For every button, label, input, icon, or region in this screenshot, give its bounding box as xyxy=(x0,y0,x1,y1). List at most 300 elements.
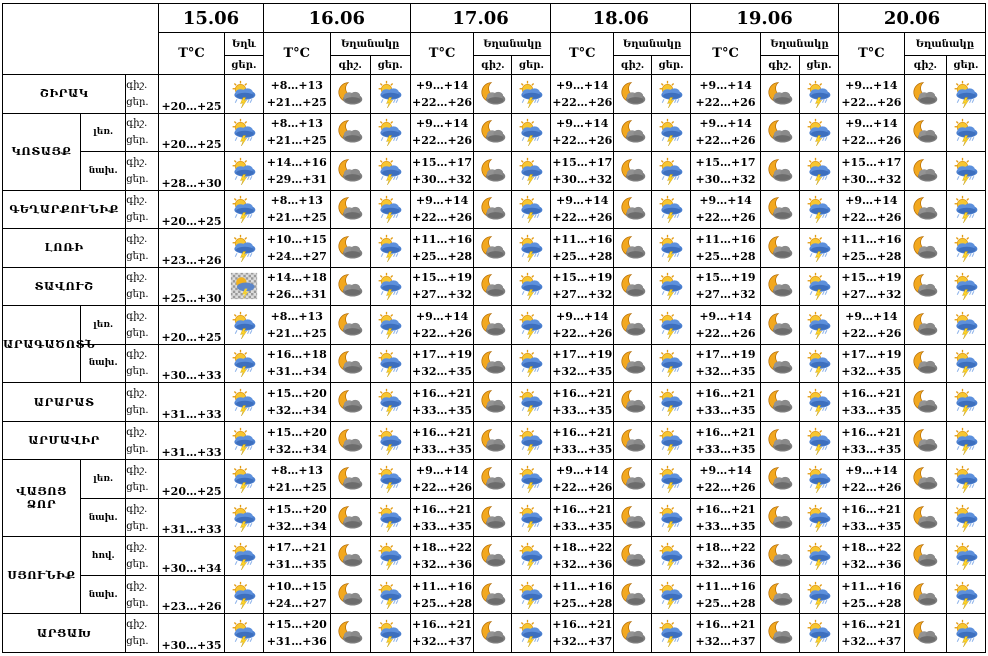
period-labels xyxy=(126,383,159,422)
weather-icon-cell xyxy=(946,113,985,152)
weather-icon-cell xyxy=(614,75,652,114)
night-cloud-icon xyxy=(474,581,511,609)
weather-icon-cell xyxy=(946,344,985,383)
weather-icon-cell xyxy=(652,190,691,229)
weather-icon-cell xyxy=(799,498,838,537)
night-temp: +15…+20 xyxy=(266,425,327,439)
temp-range-cell xyxy=(839,614,905,653)
day-temp: +25…+28 xyxy=(412,249,473,263)
night-temp: +11…+16 xyxy=(695,232,756,246)
weather-icon-cell xyxy=(760,460,799,499)
night-cloud-icon xyxy=(474,619,511,647)
night-temp: +17…+19 xyxy=(412,348,473,362)
period-labels xyxy=(126,614,159,653)
weather-header: Եղանակը xyxy=(474,33,551,56)
day-temp: +21…+25 xyxy=(266,134,327,148)
weather-icon-cell xyxy=(799,267,838,306)
weather-icon-cell xyxy=(652,460,691,499)
day-storm-icon xyxy=(947,349,985,377)
temp-range-cell xyxy=(691,190,761,229)
weather-icon-cell xyxy=(904,306,946,345)
weather-icon-cell xyxy=(370,421,410,460)
date-header: 18.06 xyxy=(551,4,691,33)
night-label: գիշ. xyxy=(126,580,148,592)
night-label: գիշ. xyxy=(126,233,148,245)
subregion-label: լեռ. xyxy=(81,113,126,152)
weather-header: Եղանակը xyxy=(760,33,838,56)
day-temp: +32…+35 xyxy=(412,365,473,379)
period-labels xyxy=(126,537,159,576)
weather-icon-cell xyxy=(614,190,652,229)
weather-icon-cell xyxy=(760,306,799,345)
table-row xyxy=(3,383,986,422)
weather-icon-cell xyxy=(330,460,370,499)
temp-range-cell xyxy=(263,306,330,345)
night-temp: +9…+14 xyxy=(415,309,469,323)
day-storm-icon xyxy=(947,388,985,416)
day-storm-icon xyxy=(225,542,263,570)
weather-icon-cell xyxy=(614,267,652,306)
weather-icon-cell xyxy=(799,421,838,460)
day-storm-icon xyxy=(371,80,410,108)
table-row xyxy=(3,75,986,114)
day-temp: +22…+26 xyxy=(841,211,902,225)
weather-icon-cell xyxy=(224,75,263,114)
night-label: գիշ. xyxy=(126,465,148,477)
weather-icon-cell xyxy=(946,498,985,537)
weather-icon-cell xyxy=(512,460,551,499)
day-temp: +22…+26 xyxy=(841,95,902,109)
day-temp: +30…+32 xyxy=(552,172,613,186)
day-storm-icon xyxy=(371,388,410,416)
weather-icon-cell xyxy=(330,267,370,306)
temp-range-cell xyxy=(410,383,474,422)
weather-icon-cell xyxy=(904,344,946,383)
night-cloud-icon xyxy=(905,234,946,262)
temp-range-cell xyxy=(691,267,761,306)
day-storm-icon xyxy=(512,542,550,570)
temp-range-cell xyxy=(551,229,614,268)
temp-range-cell xyxy=(410,344,474,383)
day-temp: +25…+28 xyxy=(841,596,902,610)
table-row xyxy=(3,190,986,229)
temp-range-cell xyxy=(551,498,614,537)
weather-icon-cell xyxy=(614,614,652,653)
temp-range-cell: +30…+34 xyxy=(159,537,225,576)
temp-range-cell xyxy=(410,229,474,268)
night-cloud-icon xyxy=(905,80,946,108)
period-labels xyxy=(126,575,159,614)
temp-range-cell xyxy=(263,498,330,537)
weather-icon-cell xyxy=(330,614,370,653)
weather-icon-cell xyxy=(799,344,838,383)
temp-range-cell xyxy=(551,575,614,614)
temp-range-cell xyxy=(839,383,905,422)
period-labels xyxy=(126,229,159,268)
day-temp: +26…+31 xyxy=(266,288,327,302)
night-temp: +16…+21 xyxy=(412,387,473,401)
temp-range-cell xyxy=(551,267,614,306)
night-temp: +9…+14 xyxy=(699,78,752,92)
temp-range-cell: +30…+33 xyxy=(159,344,225,383)
day-storm-icon xyxy=(225,195,263,223)
day-temp: +25…+28 xyxy=(552,596,613,610)
weather-icon-cell xyxy=(330,537,370,576)
weather-icon-cell xyxy=(512,421,551,460)
table-row xyxy=(3,344,986,383)
weather-icon-cell xyxy=(330,113,370,152)
day-temp: +25…+28 xyxy=(552,249,613,263)
day-temp: +33…+35 xyxy=(412,442,473,456)
day-label: ցեր. xyxy=(126,327,149,339)
weather-icon-cell xyxy=(370,344,410,383)
night-cloud-icon xyxy=(614,311,651,339)
day-label: ցեր. xyxy=(126,135,149,147)
temp-range-cell xyxy=(410,575,474,614)
temp-range-cell xyxy=(691,113,761,152)
day-temp: +21…+25 xyxy=(266,326,327,340)
weather-icon-cell xyxy=(652,537,691,576)
temp-range-cell xyxy=(551,614,614,653)
day-temp: +33…+35 xyxy=(841,442,902,456)
night-temp: +11…+16 xyxy=(412,579,473,593)
temp-range-cell xyxy=(691,306,761,345)
night-cloud-icon xyxy=(474,234,511,262)
weather-icon-cell xyxy=(370,614,410,653)
day-storm-icon xyxy=(947,195,985,223)
temp-range-cell xyxy=(839,344,905,383)
night-cloud-icon xyxy=(761,349,799,377)
weather-icon-cell xyxy=(904,383,946,422)
temp-range-cell: +20…+25 xyxy=(159,190,225,229)
weather-icon-cell xyxy=(760,113,799,152)
day-temp: +32…+37 xyxy=(552,635,613,649)
day-header: ցեր. xyxy=(652,56,691,75)
day-storm-icon xyxy=(652,581,690,609)
region-name: ԱՐԱԳԱԾՈՏՆ xyxy=(3,306,81,383)
weather-icon-cell xyxy=(330,344,370,383)
table-row xyxy=(3,152,986,191)
day-storm-icon xyxy=(512,465,550,493)
weather-icon-cell xyxy=(904,113,946,152)
subregion-label: նախ. xyxy=(81,344,126,383)
night-label: գիշ. xyxy=(126,619,148,631)
night-temp: +9…+14 xyxy=(845,464,898,478)
weather-icon-cell xyxy=(370,267,410,306)
night-temp: +17…+19 xyxy=(841,348,902,362)
day-storm-icon xyxy=(371,504,410,532)
weather-icon-cell xyxy=(799,537,838,576)
weather-icon-cell xyxy=(370,306,410,345)
weather-icon-cell xyxy=(904,460,946,499)
night-temp: +11…+16 xyxy=(552,232,613,246)
weather-icon-cell xyxy=(760,421,799,460)
night-cloud-icon xyxy=(474,349,511,377)
day-temp: +30…+32 xyxy=(695,172,756,186)
temp-range-cell xyxy=(410,75,474,114)
night-cloud-icon xyxy=(474,427,511,455)
day-storm-icon xyxy=(947,619,985,647)
weather-icon-cell xyxy=(652,229,691,268)
night-cloud-icon xyxy=(761,80,799,108)
night-temp: +15…+20 xyxy=(266,618,327,632)
weather-icon-cell xyxy=(370,575,410,614)
temp-range-cell xyxy=(551,113,614,152)
table-row xyxy=(3,267,986,306)
weather-icon-cell xyxy=(946,267,985,306)
weather-icon-cell xyxy=(512,575,551,614)
night-temp: +11…+16 xyxy=(841,232,902,246)
weather-icon-cell xyxy=(652,575,691,614)
day-storm-icon xyxy=(225,427,263,455)
weather-icon-cell xyxy=(474,575,512,614)
night-header: գիշ. xyxy=(474,56,512,75)
night-cloud-icon xyxy=(761,157,799,185)
night-temp: +9…+14 xyxy=(556,464,609,478)
night-cloud-icon xyxy=(761,234,799,262)
weather-icon-cell xyxy=(946,229,985,268)
weather-icon-cell xyxy=(474,190,512,229)
weather-icon-cell xyxy=(512,190,551,229)
night-cloud-icon xyxy=(331,427,370,455)
weather-icon-cell xyxy=(799,383,838,422)
night-temp: +17…+19 xyxy=(695,348,756,362)
day-label: ցեր. xyxy=(126,405,149,417)
temp-range-cell xyxy=(691,498,761,537)
night-cloud-icon xyxy=(474,272,511,300)
day-storm-icon xyxy=(947,427,985,455)
weather-icon-cell xyxy=(474,614,512,653)
weather-icon-cell xyxy=(652,267,691,306)
night-temp: +16…+21 xyxy=(695,425,756,439)
night-temp: +15…+19 xyxy=(412,271,473,285)
weather-icon-cell xyxy=(512,344,551,383)
temp-range-cell xyxy=(410,537,474,576)
table-row xyxy=(3,575,986,614)
night-temp: +16…+21 xyxy=(552,425,613,439)
night-cloud-icon xyxy=(331,349,370,377)
weather-icon-cell xyxy=(474,421,512,460)
day-storm-icon xyxy=(652,427,690,455)
night-cloud-icon xyxy=(614,581,651,609)
weather-icon-cell xyxy=(904,152,946,191)
day-temp: +27…+32 xyxy=(695,288,756,302)
weather-icon-cell xyxy=(330,152,370,191)
temp-range-cell xyxy=(839,537,905,576)
day-storm-icon xyxy=(800,195,838,223)
weather-icon-cell xyxy=(760,152,799,191)
day-storm-icon xyxy=(371,234,410,262)
night-temp: +9…+14 xyxy=(415,78,469,92)
weather-icon-cell xyxy=(224,614,263,653)
day-storm-icon xyxy=(800,581,838,609)
night-temp: +8…+13 xyxy=(270,309,323,323)
night-cloud-icon xyxy=(474,157,511,185)
region-name: ՇԻՐԱԿ xyxy=(3,75,126,114)
weather-icon-cell xyxy=(330,190,370,229)
night-temp: +16…+21 xyxy=(841,425,902,439)
night-temp: +9…+14 xyxy=(845,117,898,131)
weather-icon-cell xyxy=(799,460,838,499)
night-cloud-icon xyxy=(761,542,799,570)
date-header: 17.06 xyxy=(410,4,551,33)
night-cloud-icon xyxy=(614,504,651,532)
night-cloud-icon xyxy=(331,581,370,609)
weather-icon-cell xyxy=(512,498,551,537)
weather-icon-cell xyxy=(760,537,799,576)
night-cloud-icon xyxy=(331,504,370,532)
day-temp: +24…+27 xyxy=(266,596,327,610)
table-row xyxy=(3,421,986,460)
temp-range-cell xyxy=(839,267,905,306)
weather-icon-cell xyxy=(330,421,370,460)
date-header: 20.06 xyxy=(839,4,986,33)
night-temp: +18…+22 xyxy=(552,541,613,555)
temp-range-cell xyxy=(551,190,614,229)
day-storm-icon xyxy=(371,465,410,493)
night-cloud-icon xyxy=(761,427,799,455)
temp-range-cell: +20…+25 xyxy=(159,75,225,114)
temp-range-cell xyxy=(410,190,474,229)
day-temp: +33…+35 xyxy=(552,519,613,533)
night-temp: +11…+16 xyxy=(412,232,473,246)
night-header: գիշ. xyxy=(760,56,799,75)
weather-icon-cell xyxy=(224,383,263,422)
night-temp: +15…+17 xyxy=(841,155,902,169)
table-header xyxy=(3,4,986,75)
day-label: ցեր. xyxy=(126,250,149,262)
temp-range-cell xyxy=(410,306,474,345)
temp-range-cell xyxy=(691,75,761,114)
day-label: ցեր. xyxy=(126,482,149,494)
night-cloud-icon xyxy=(761,195,799,223)
weather-icon-cell xyxy=(474,460,512,499)
night-cloud-icon xyxy=(331,272,370,300)
temp-range-cell xyxy=(839,421,905,460)
day-temp: +32…+37 xyxy=(841,635,902,649)
night-header: գիշ. xyxy=(614,56,652,75)
day-storm-icon xyxy=(947,581,985,609)
night-temp: +16…+18 xyxy=(266,348,327,362)
weather-icon-cell xyxy=(474,306,512,345)
night-temp: +16…+21 xyxy=(841,502,902,516)
night-temp: +10…+15 xyxy=(266,579,327,593)
weather-icon-cell xyxy=(652,113,691,152)
weather-icon-cell xyxy=(474,75,512,114)
day-temp: +22…+26 xyxy=(841,326,902,340)
day-temp: +22…+26 xyxy=(412,134,473,148)
night-temp: +16…+21 xyxy=(552,618,613,632)
night-cloud-icon xyxy=(905,542,946,570)
night-cloud-icon xyxy=(905,195,946,223)
night-temp: +16…+21 xyxy=(695,618,756,632)
night-cloud-icon xyxy=(614,427,651,455)
temp-range-cell xyxy=(263,229,330,268)
day-storm-icon xyxy=(512,388,550,416)
night-cloud-icon xyxy=(761,388,799,416)
temp-range-cell xyxy=(839,575,905,614)
weather-icon-cell xyxy=(799,113,838,152)
day-storm-icon xyxy=(947,542,985,570)
night-cloud-icon xyxy=(474,542,511,570)
day-temp: +33…+35 xyxy=(412,519,473,533)
weather-icon-cell xyxy=(224,113,263,152)
night-temp: +8…+13 xyxy=(270,78,323,92)
night-temp: +10…+15 xyxy=(266,232,327,246)
day-temp: +33…+35 xyxy=(841,404,902,418)
weather-icon-cell xyxy=(614,344,652,383)
day-storm-icon xyxy=(512,157,550,185)
weather-icon-cell xyxy=(370,152,410,191)
night-cloud-icon xyxy=(905,581,946,609)
weather-icon-cell xyxy=(904,498,946,537)
weather-icon-cell xyxy=(904,229,946,268)
night-temp: +9…+14 xyxy=(699,464,752,478)
night-label: գիշ. xyxy=(126,272,148,284)
day-storm-icon xyxy=(800,465,838,493)
subregion-label: նախ. xyxy=(81,152,126,191)
day-header: ցեր. xyxy=(224,56,263,75)
weather-icon-cell xyxy=(799,229,838,268)
day-label: ցեր. xyxy=(126,597,149,609)
weather-icon-cell xyxy=(512,537,551,576)
night-temp: +15…+20 xyxy=(266,387,327,401)
weather-icon-cell xyxy=(224,190,263,229)
day-storm-icon xyxy=(947,234,985,262)
night-temp: +11…+16 xyxy=(695,579,756,593)
region-name: ԱՐԱՐԱՏ xyxy=(3,383,126,422)
night-temp: +16…+21 xyxy=(552,502,613,516)
night-cloud-icon xyxy=(614,157,651,185)
table-row xyxy=(3,113,986,152)
weather-icon-cell xyxy=(370,537,410,576)
weather-icon-cell xyxy=(904,75,946,114)
day-storm-icon xyxy=(512,311,550,339)
night-label: գիշ. xyxy=(126,156,148,168)
weather-icon-cell xyxy=(652,498,691,537)
temp-range-cell: +31…+33 xyxy=(159,421,225,460)
weather-icon-cell xyxy=(946,383,985,422)
temp-range-cell xyxy=(551,152,614,191)
weather-icon-cell xyxy=(760,75,799,114)
weather-icon-cell xyxy=(946,537,985,576)
period-labels xyxy=(126,152,159,191)
weather-icon-cell xyxy=(370,383,410,422)
night-header: գիշ. xyxy=(904,56,946,75)
temp-range-cell xyxy=(551,421,614,460)
temp-range-cell xyxy=(263,460,330,499)
day-temp: +27…+32 xyxy=(552,288,613,302)
day-temp: +32…+34 xyxy=(266,442,327,456)
day-storm-icon xyxy=(947,272,985,300)
night-label: գիշ. xyxy=(126,503,148,515)
temp-range-cell xyxy=(551,75,614,114)
day-storm-icon xyxy=(947,311,985,339)
weather-icon-cell xyxy=(224,498,263,537)
weather-icon-cell xyxy=(512,614,551,653)
period-labels xyxy=(126,306,159,345)
period-labels xyxy=(126,421,159,460)
weather-icon-cell xyxy=(904,267,946,306)
day-storm-icon xyxy=(652,195,690,223)
day-storm-icon xyxy=(652,349,690,377)
day-temp: +30…+32 xyxy=(841,172,902,186)
weather-icon-cell xyxy=(512,152,551,191)
day-storm-icon xyxy=(800,349,838,377)
day-temp: +22…+26 xyxy=(695,326,756,340)
day-storm-icon xyxy=(652,311,690,339)
day-label: ցեր. xyxy=(126,366,149,378)
